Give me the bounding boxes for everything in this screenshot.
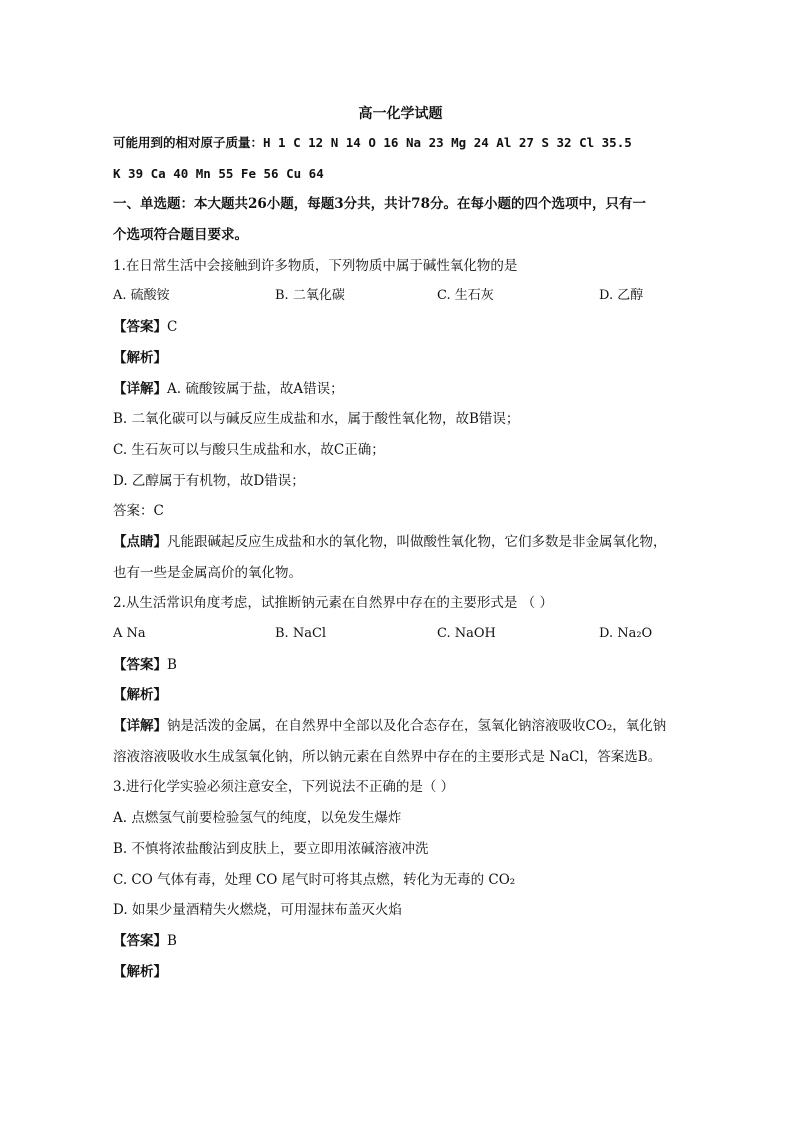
atomic-masses-line-2: K 39 Ca 40 Mn 55 Fe 56 Cu 64: [113, 165, 324, 181]
question-1-detail-line-4: D. 乙醇属于有机物，故D错误；: [113, 472, 305, 489]
atomic-masses-line-1: 可能用到的相对原子质量：H 1 C 12 N 14 O 16 Na 23 Mg 24 Al 27 S 32 Cl 35.5: [113, 135, 632, 150]
question-2-option-a: A Na: [113, 626, 146, 641]
question-1-option-b: B. 二氧化碳: [275, 288, 345, 304]
question-1-answer: [113, 312, 688, 343]
question-1-analysis: [113, 343, 688, 374]
analysis-tag: 【解析】: [113, 963, 167, 980]
question-1-options: [113, 281, 688, 312]
question-3-answer: [113, 926, 688, 957]
analysis-tag: 【解析】: [113, 349, 167, 366]
detail-text: 钠是活泼的金属，在自然界中全部以及化合态存在，氢氧化钠溶液吸收CO₂，氧化钠: [167, 718, 667, 735]
answer-tag: 【答案】: [113, 932, 167, 949]
answer-value: B: [167, 932, 177, 949]
question-3-stem: 3.进行化学实验必须注意安全，下列说法不正确的是（ ）: [113, 779, 455, 796]
answer-value: B: [167, 656, 177, 673]
question-2-option-d: D. Na₂O: [599, 626, 653, 641]
question-1-point-line-2: 也有一些是金属高价的氧化物。: [113, 564, 302, 581]
question-2-analysis: [113, 680, 688, 711]
detail-text: A. 硫酸铵属于盐，故A错误；: [167, 380, 344, 397]
question-1-option-d: D. 乙醇: [599, 288, 644, 304]
question-2-stem: 2.从生活常识角度考虑，试推断钠元素在自然界中存在的主要形式是 （ ）: [113, 595, 553, 612]
question-3-option-a: A. 点燃氢气前要检验氢气的纯度，以免发生爆炸: [113, 810, 402, 827]
question-1-detail-line-3: C. 生石灰可以与酸只生成盐和水，故C正确；: [113, 441, 385, 458]
question-1-detail-line-1: [113, 374, 688, 405]
question-2-option-c: C. NaOH: [437, 626, 496, 641]
question-1-detail-line-5: 答案：C: [113, 503, 164, 520]
question-2-option-b: B. NaCl: [275, 626, 327, 641]
detail-tag: 【详解】: [113, 380, 167, 397]
question-1-option-c: C. 生石灰: [437, 288, 494, 304]
analysis-tag: 【解析】: [113, 687, 167, 704]
question-3-analysis: [113, 957, 688, 988]
question-3-option-d: D. 如果少量酒精失火燃烧，可用湿抹布盖灭火焰: [113, 902, 402, 919]
question-3-option-b: B. 不慎将浓盐酸沾到皮肤上，要立即用浓碱溶液冲洗: [113, 840, 429, 857]
question-1-stem: 1.在日常生活中会接触到许多物质，下列物质中属于碱性氧化物的是: [113, 257, 518, 274]
section-heading-line-1: 一、单选题：本大题共26小题，每题3分共，共计78分。在每小题的四个选项中，只有一: [113, 196, 646, 213]
point-tag: 【点睛】: [113, 533, 167, 550]
question-2-detail-line-1: [113, 711, 688, 742]
question-2-options: [113, 619, 688, 650]
point-text: 凡能跟碱起反应生成盐和水的氧化物，叫做酸性氧化物，它们多数是非金属氧化物，: [167, 533, 667, 550]
section-heading-line-2: 个选项符合题目要求。: [113, 227, 248, 244]
question-1-point-line-1: [113, 527, 688, 558]
answer-tag: 【答案】: [113, 656, 167, 673]
detail-tag: 【详解】: [113, 718, 167, 735]
answer-value: C: [167, 319, 178, 336]
question-1-option-a: A. 硫酸铵: [113, 288, 170, 304]
question-2-answer: [113, 650, 688, 681]
question-1-detail-line-2: B. 二氧化碳可以与碱反应生成盐和水，属于酸性氧化物，故B错误；: [113, 411, 520, 428]
question-2-detail-line-2: 溶液溶液吸收水生成氢氧化钠，所以钠元素在自然界中存在的主要形式是 NaCl，答案选B。: [113, 748, 662, 765]
answer-tag: 【答案】: [113, 319, 167, 336]
page-title: 高一化学试题: [358, 106, 443, 122]
document-page: [113, 100, 688, 987]
question-3-option-c: C. CO 气体有毒，处理 CO 尾气时可将其点燃，转化为无毒的 CO₂: [113, 871, 516, 888]
